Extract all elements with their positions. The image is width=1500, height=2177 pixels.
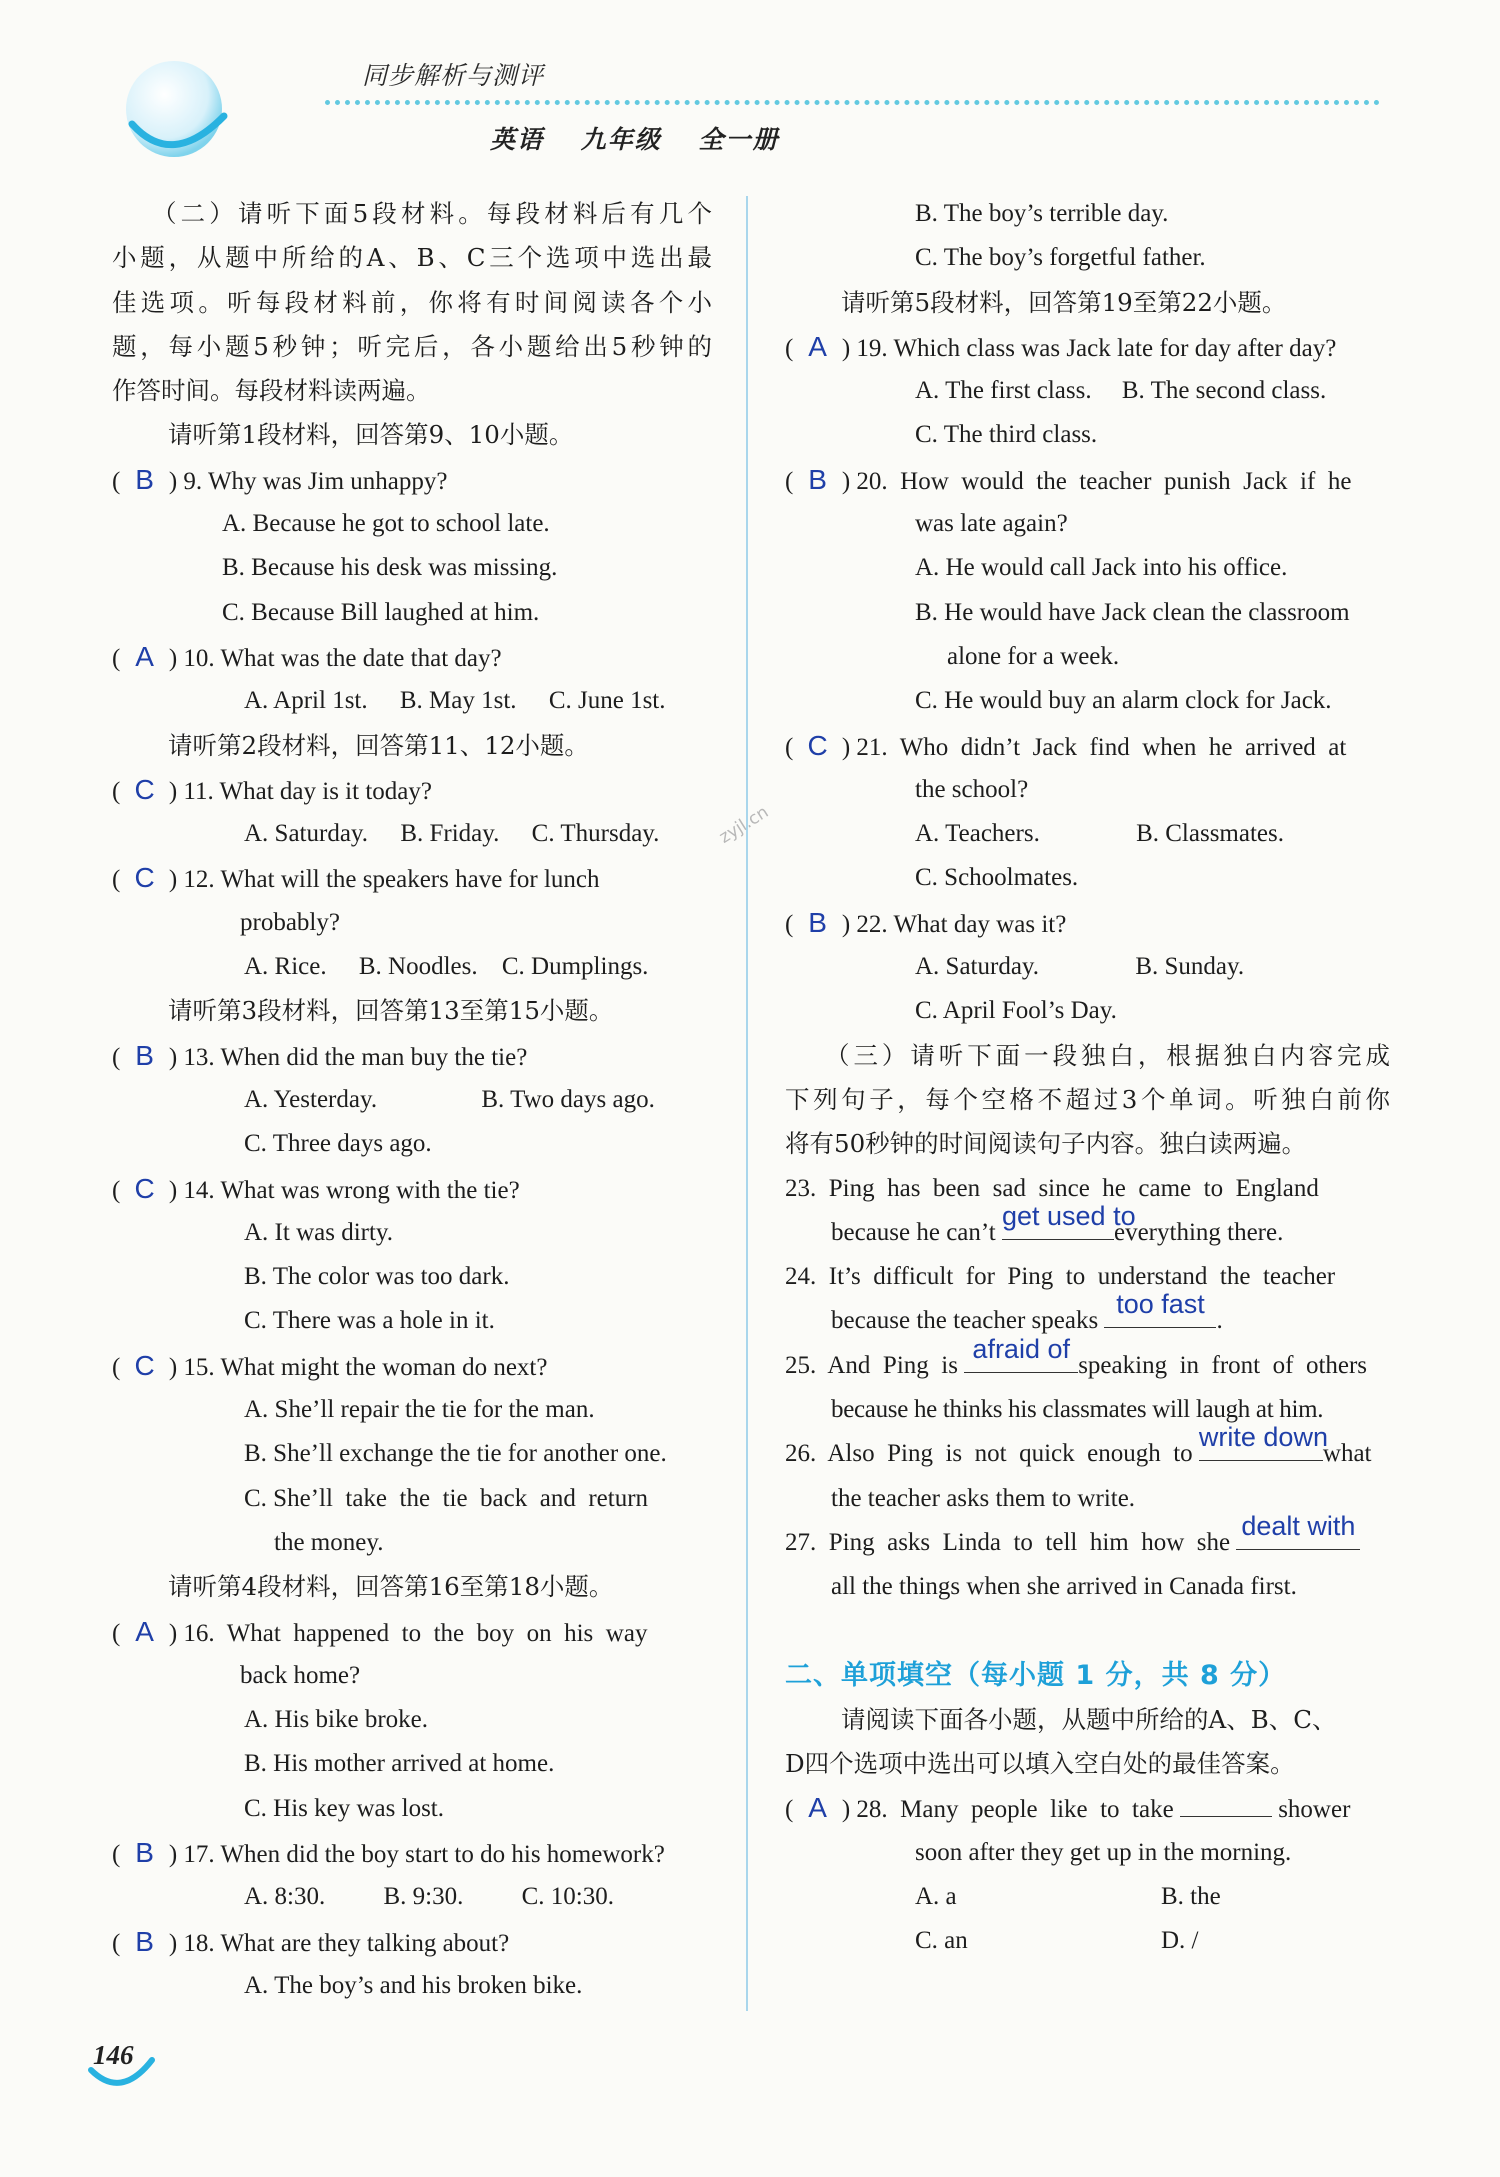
question-21: ( C ) 21. Who didn’t Jack find when he arrived at [785,724,1390,768]
material-instruction: 请听第4段材料，回答第16至第18小题。 [168,1572,614,1602]
section-2-intro-line: D四个选项中选出可以填入空白处的最佳答案。 [785,1749,1295,1779]
question-text: ) 19. Which class was Jack late for day after day? [841,334,1337,362]
answer-24: too fast [1116,1289,1205,1320]
part2-intro-line: （二）请听下面5段材料。每段材料后有几个 [152,199,712,228]
question-text: ) 10. What was the date that day? [168,644,502,672]
option: A. Teachers. [915,820,1040,848]
option: B. The second class. [1121,377,1327,405]
option: A. His bike broke. [244,1706,428,1734]
sentence-26-continuation: the teacher asks them to write. [831,1484,1136,1512]
watermark: zyjl.cn [715,802,773,848]
question-text: ) 13. When did the man buy the tie? [168,1043,528,1071]
sentence-27-continuation: all the things when she arrived in Canada first. [831,1573,1297,1601]
question-text: ) 28. Many people like to take [841,1796,1174,1824]
options-row [112,945,712,989]
answer-21: C [807,729,828,761]
grade: 九年级 [580,125,662,154]
question-text: ) 20. How would the teacher punish Jack if he [841,467,1352,495]
part3-intro-line: 将有50秒钟的时间阅读句子内容。独白读两遍。 [785,1129,1307,1159]
question-text: ) 14. What was wrong with the tie? [168,1176,520,1204]
option: B. May 1st. [399,687,517,715]
option: B. Friday. [400,820,500,848]
option: B. 9:30. [383,1883,464,1911]
options-row [785,945,1390,989]
blank-23 [1001,1200,1136,1240]
option: B. the [1161,1882,1221,1910]
sentence-text: what [1322,1440,1372,1468]
question-16: ( A ) 16. What happened to the boy on his way [112,1610,712,1654]
sentence-text: 25. And Ping is [785,1351,958,1379]
option: B. Classmates. [1136,820,1284,848]
question-text: ) 17. When did the boy start to do his homework? [168,1840,665,1868]
left-column [112,192,712,2008]
option: A. He would call Jack into his office. [915,554,1288,582]
option-continuation: the money. [274,1528,384,1556]
sentence-text: 27. Ping asks Linda to tell him how she [785,1528,1231,1556]
material-instruction: 请听第5段材料，回答第19至第22小题。 [841,287,1287,317]
subject: 英语 [490,125,545,154]
book-subtitle [490,120,805,156]
sentence-24: 24. It’s difficult for Ping to understand the teacher [785,1263,1336,1291]
sentence-25-continuation: because he thinks his classmates will laugh at him. [831,1396,1324,1424]
question-15: ( C ) 15. What might the woman do next? [112,1344,712,1388]
option: C. June 1st. [548,687,666,715]
options-row [112,1078,712,1122]
blank-25 [964,1333,1078,1373]
option: C. Three days ago. [244,1130,432,1158]
question-20: ( B ) 20. How would the teacher punish Jack if he [785,458,1390,502]
option: B. The boy’s terrible day. [915,200,1169,227]
options-row [785,812,1390,856]
answer-15: C [134,1349,155,1381]
answer-19: A [808,330,827,362]
right-column [785,192,1390,1964]
sentence-text: because the teacher speaks [831,1307,1099,1335]
sentence-text: because he can’t [831,1218,996,1246]
question-9: ( B ) 9. Why was Jim unhappy? [112,458,712,502]
material-instruction: 请听第2段材料，回答第11、12小题。 [168,730,589,760]
option: A. The boy’s and his broken bike. [244,1971,583,1999]
question-text: ) 22. What day was it? [841,910,1067,938]
answer-10: A [135,640,154,672]
question-continuation: was late again? [915,510,1068,538]
option: A. April 1st. [244,687,368,715]
answer-11: C [134,773,155,805]
option: B. His mother arrived at home. [244,1750,555,1778]
sentence-text: speaking in front of others [1078,1351,1368,1379]
answer-9: B [135,463,154,495]
options-row [785,1919,1390,1963]
part2-intro-line: 小题，从题中所给的A、B、C三个选项中选出最 [112,243,712,273]
series-title: 同步解析与测评 [362,61,545,90]
answer-16: A [135,1615,154,1647]
option: A. Yesterday. [244,1085,378,1113]
answer-17: B [135,1836,154,1868]
volume: 全一册 [698,125,780,154]
answer-13: B [135,1039,154,1071]
part3-intro-line: 下列句子，每个空格不超过3个单词。听独白前你 [785,1084,1390,1114]
question-continuation: soon after they get up in the morning. [915,1838,1292,1866]
option: A. 8:30. [244,1883,326,1911]
blank-28 [1180,1816,1272,1817]
sentence-text: 26. Also Ping is not quick enough to [785,1440,1193,1468]
answer-12: C [134,862,155,894]
option: C. The boy’s forgetful father. [915,244,1206,272]
option: A. Rice. [244,953,327,981]
option: B. Noodles. [358,953,478,981]
option: C. Dumplings. [501,953,649,981]
option: B. Two days ago. [481,1085,655,1113]
part2-intro-line: 佳选项。听每段材料前，你将有时间阅读各个小 [112,287,712,317]
sentence-text: everything there. [1113,1218,1284,1246]
question-13: ( B ) 13. When did the man buy the tie? [112,1034,712,1078]
sentence-24-blank-line [785,1289,1390,1343]
blank-24 [1104,1289,1216,1328]
options-row [112,679,712,723]
section-2-heading: 二、单项填空（每小题 1 分，共 8 分） [785,1659,1287,1691]
question-11: ( C ) 11. What day is it today? [112,768,712,812]
sentence-27 [785,1510,1390,1565]
question-14: ( C ) 14. What was wrong with the tie? [112,1167,712,1211]
section-2-intro-line: 请阅读下面各小题，从题中所给的A、B、C、 [841,1704,1337,1734]
option: C. an [915,1927,968,1955]
column-divider [746,196,748,2011]
question-text: ) 15. What might the woman do next? [168,1353,548,1381]
part2-intro-line: 作答时间。每段材料读两遍。 [112,376,431,406]
answer-22: B [808,906,827,938]
question-18: ( B ) 18. What are they talking about? [112,1920,712,1964]
question-text: ) 11. What day is it today? [168,777,432,805]
option-continuation: alone for a week. [947,642,1120,670]
header-dotted-rule [325,100,1380,105]
option: A. The first class. [915,377,1092,405]
option: A. Saturday. [915,953,1040,981]
part2-intro-line: 题，每小题5秒钟；听完后，各小题给出5秒钟的 [112,331,712,361]
material-instruction: 请听第1段材料，回答第9、10小题。 [168,420,574,450]
question-text: ) 9. Why was Jim unhappy? [168,467,448,495]
option: A. a [915,1882,957,1910]
option: A. Because he got to school late. [222,510,550,538]
question-text: shower [1278,1796,1351,1824]
question-12: ( C ) 12. What will the speakers have for lunch [112,856,712,900]
question-28: ( A ) 28. Many people like to take shower [785,1786,1390,1830]
option: C. Thursday. [531,820,660,848]
option: C. She’ll take the tie back and return [244,1484,649,1512]
question-continuation: probably? [240,908,340,936]
question-22: ( B ) 22. What day was it? [785,901,1390,945]
question-19: ( A ) 19. Which class was Jack late for day after day? [785,325,1390,369]
answer-28: A [808,1792,827,1824]
answer-23: get used to [1001,1200,1136,1231]
option: B. Because his desk was missing. [222,554,558,582]
question-text: ) 16. What happened to the boy on his way [168,1619,648,1647]
answer-26: write down [1198,1422,1328,1453]
option: B. She’ll exchange the tie for another one. [244,1440,667,1468]
sentence-23-blank-line [785,1200,1390,1255]
question-continuation: back home? [240,1661,361,1689]
options-row [785,369,1390,413]
answer-20: B [808,463,827,495]
options-row [785,1875,1390,1919]
option: A. She’ll repair the tie for the man. [244,1396,595,1424]
question-text: ) 21. Who didn’t Jack find when he arrived at [841,733,1347,761]
option: D. / [1161,1927,1199,1955]
sentence-23: 23. Ping has been sad since he came to England [785,1174,1319,1202]
options-row [112,1875,712,1919]
answer-14: C [134,1172,155,1204]
answer-27: dealt with [1241,1510,1356,1541]
options-row [112,812,712,856]
material-instruction: 请听第3段材料，回答第13至第15小题。 [168,996,614,1026]
header-orb-logo [112,54,242,164]
option: A. Saturday. [244,820,369,848]
option: C. Schoolmates. [915,864,1079,892]
question-10: ( A ) 10. What was the date that day? [112,635,712,679]
spacer [785,1610,1390,1654]
question-17: ( B ) 17. When did the boy start to do his homework? [112,1831,712,1875]
question-text: ) 18. What are they talking about? [168,1929,510,1957]
question-text: ) 12. What will the speakers have for lunch [168,866,600,894]
option: B. He would have Jack clean the classroom [915,598,1350,626]
sentence-text: . [1216,1307,1223,1335]
sentence-25 [785,1333,1390,1388]
answer-25: afraid of [972,1333,1070,1364]
option: C. April Fool’s Day. [915,997,1117,1025]
option: C. There was a hole in it. [244,1307,495,1335]
option: B. Sunday. [1135,953,1245,981]
answer-18: B [135,1925,154,1957]
part3-intro-line: （三）请听下面一段独白，根据独白内容完成 [825,1040,1390,1070]
question-continuation: the school? [915,775,1029,803]
option: A. It was dirty. [244,1218,394,1246]
option: C. 10:30. [521,1883,614,1911]
sentence-26 [785,1422,1390,1476]
option: C. He would buy an alarm clock for Jack. [915,687,1332,715]
blank-27 [1236,1510,1360,1550]
option: B. The color was too dark. [244,1263,510,1291]
option: C. Because Bill laughed at him. [222,598,540,626]
page-number: 146 [93,2040,134,2070]
option: C. The third class. [915,421,1098,449]
option: C. His key was lost. [244,1794,444,1822]
blank-26 [1198,1422,1328,1461]
